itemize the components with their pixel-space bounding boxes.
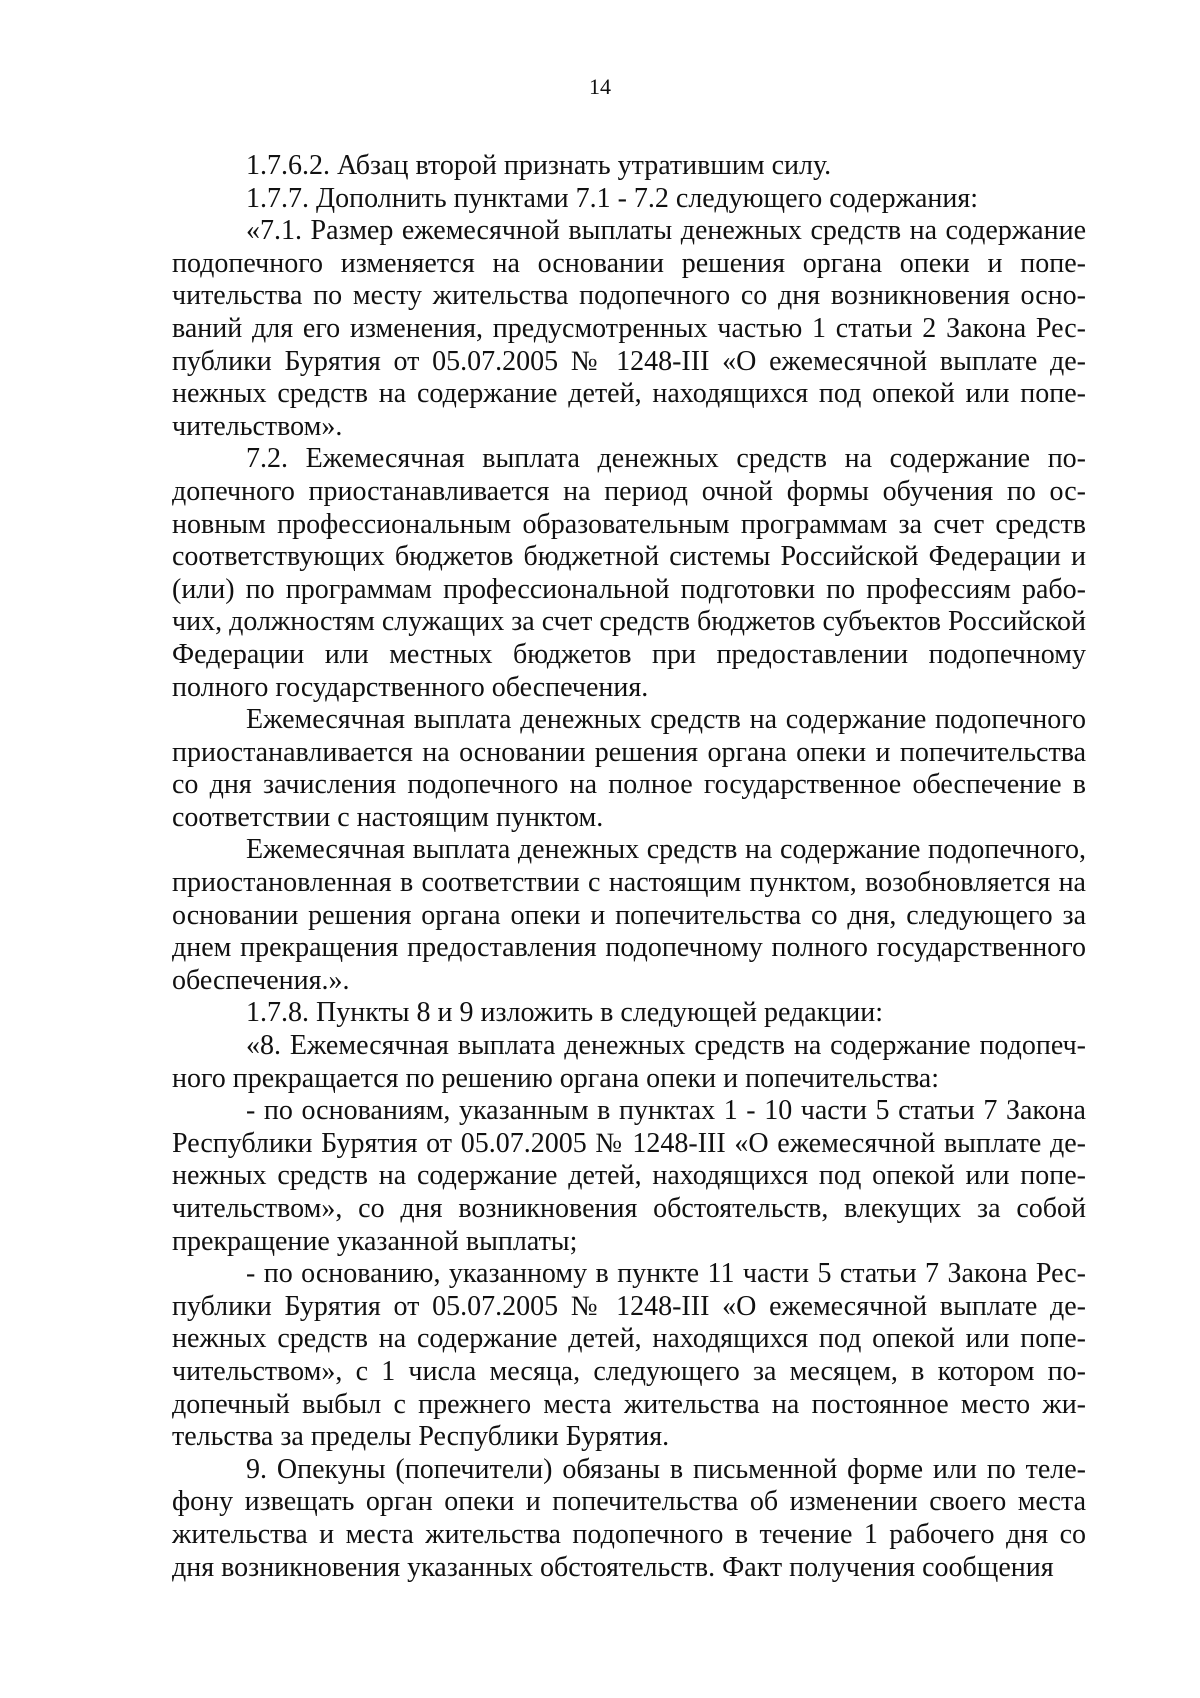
page-number: 14 bbox=[589, 74, 611, 99]
paragraph-resumption: Ежемесячная выплата денежных средств на содержание подопечного, приостановленная в соответствии с настоящим пунктом, возобновляется на основании решения органа опеки и попечительства со дня, следующего за днем прекращения предоставления подопечному полного государственного обеспечения.». bbox=[172, 834, 1086, 996]
paragraph-1-7-7: 1.7.7. Дополнить пунктами 7.1 - 7.2 следующего содержания: bbox=[246, 182, 978, 214]
paragraph-7-2: 7.2. Ежемесячная выплата денежных средств на содержание подопечного приостанавливается на период очной формы обучения по основным профессиональным образовательным программам за счет средств соответствующих бюджетов бюджетной системы Российской Федерации и (или) по программам профессиональной подготовки по профессиям рабочих, должностям служащих за счет средств бюджетов субъектов Российской Федерации или местных бюджетов при предоставлении подопечному полного государственного обеспечения. bbox=[172, 443, 1086, 703]
paragraph-suspension-basis: Ежемесячная выплата денежных средств на содержание подопечного приостанавливается на основании решения органа опеки и попечительства со дня зачисления подопечного на полное государственное обеспечение в соответствии с настоящим пунктом. bbox=[172, 704, 1086, 833]
paragraph-7-1: «7.1. Размер ежемесячной выплаты денежных средств на содержание подопечного изменяется на основании решения органа опеки и попечительства по месту жительства подопечного со дня возникновения оснований для его изменения, предусмотренных частью 1 статьи 2 Закона Республики Бурятия от 05.07.2005 № 1248-III «О ежемесячной выплате денежных средств на содержание детей, находящихся под опекой или попечительством». bbox=[172, 215, 1086, 442]
paragraph-9: 9. Опекуны (попечители) обязаны в письменной форме или по телефону извещать орган опеки и попечительства об изменении своего места жительства и места жительства подопечного в течение 1 рабочего дня со дня возникновения указанных обстоятельств. Факт получения сообщения bbox=[172, 1453, 1086, 1583]
paragraph-1-7-6-2: 1.7.6.2. Абзац второй признать утратившим силу. bbox=[246, 150, 832, 181]
list-item-grounds-1-10: - по основаниям, указанным в пунктах 1 - 10 части 5 статьи 7 Закона Республики Бурятия от 05.07.2005 № 1248-III «О ежемесячной выплате денежных средств на содержание детей, находящихся под опекой или попечительством», со дня возникновения обстоятельств, влекущих за собой прекращение указанной выплаты; bbox=[172, 1095, 1086, 1257]
document-body bbox=[172, 150, 1086, 1584]
paragraph-1-7-8: 1.7.8. Пункты 8 и 9 изложить в следующей редакции: bbox=[246, 997, 884, 1029]
list-item-ground-11: - по основанию, указанному в пункте 11 части 5 статьи 7 Закона Республики Бурятия от 05.07.2005 № 1248-III «О ежемесячной выплате денежных средств на содержание детей, находящихся под опекой или попечительством», с 1 числа месяца, следующего за месяцем, в котором подопечный выбыл с прежнего места жительства на постоянное место жительства за пределы Республики Бурятия. bbox=[172, 1258, 1086, 1453]
paragraph-8: «8. Ежемесячная выплата денежных средств на содержание подопечного прекращается по решению органа опеки и попечительства: bbox=[172, 1030, 1086, 1094]
